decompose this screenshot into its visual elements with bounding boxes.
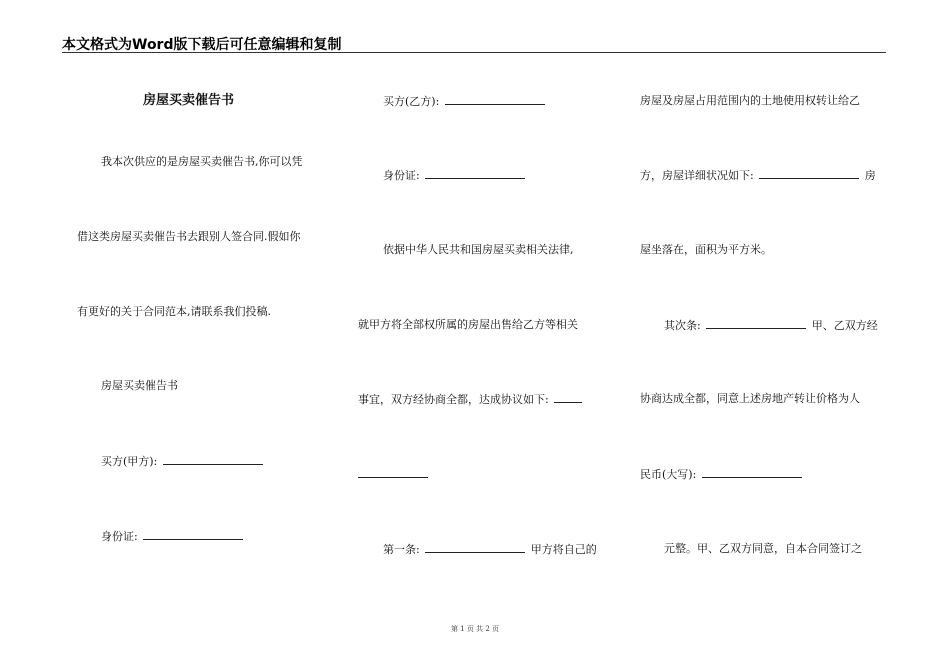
buyer-b-blank bbox=[445, 94, 545, 105]
para-line-2 bbox=[358, 392, 584, 406]
clause-1-label: 第一条: bbox=[383, 543, 420, 556]
document-header bbox=[62, 36, 886, 53]
id-b-field bbox=[383, 168, 527, 182]
col3-line-3: 屋坐落在，面积为平方米。 bbox=[640, 243, 772, 256]
clause-1-tail: 甲方将自己的 bbox=[530, 543, 597, 556]
clause-2-tail: 甲、乙双方经 bbox=[811, 319, 878, 332]
id-a-field bbox=[101, 529, 245, 543]
subtitle: 房屋买卖催告书 bbox=[101, 379, 178, 392]
id-b-blank bbox=[425, 168, 525, 179]
law-line: 依据中华人民共和国房屋买卖相关法律, bbox=[383, 243, 574, 256]
clause-2-label: 其次条: bbox=[664, 319, 701, 332]
agreement-blank-1 bbox=[554, 392, 582, 403]
clause-1 bbox=[383, 542, 597, 556]
id-a-label: 身份证: bbox=[101, 530, 138, 543]
price-label: 民币(大写): bbox=[640, 468, 697, 481]
price-blank bbox=[702, 467, 802, 478]
col3-line-2-tail: 房 bbox=[864, 169, 876, 182]
id-a-blank bbox=[143, 529, 243, 540]
para-line-1: 就甲方将全部权所属的房屋出售给乙方等相关 bbox=[358, 318, 578, 331]
col3-line-1: 房屋及房屋占用范围内的土地使用权转让给乙 bbox=[640, 94, 860, 107]
header-title: 本文格式为Word版下载后可任意编辑和复制 bbox=[62, 37, 342, 53]
buyer-a-field bbox=[101, 454, 265, 468]
page-footer: 第 1 页 共 2 页 bbox=[450, 625, 500, 633]
price-field bbox=[640, 467, 804, 481]
agreement-blank-2 bbox=[358, 467, 428, 478]
col3-line-2 bbox=[640, 168, 876, 182]
para-line-3 bbox=[358, 467, 430, 481]
intro-line-1: 我本次供应的是房屋买卖催告书,你可以凭 bbox=[101, 155, 303, 168]
col3-line-5: 协商达成全都，同意上述房地产转让价格为人 bbox=[640, 392, 860, 405]
clause-2 bbox=[664, 318, 878, 332]
id-b-label: 身份证: bbox=[383, 169, 420, 182]
buyer-a-label: 买方(甲方): bbox=[101, 455, 158, 468]
para-line-2-text: 事宜，双方经协商全都，达成协议如下: bbox=[358, 393, 549, 406]
clause-1-blank bbox=[425, 542, 525, 553]
buyer-b-label: 买方(乙方): bbox=[383, 95, 440, 108]
document-title: 房屋买卖催告书 bbox=[143, 93, 235, 108]
col3-line-7: 元整。甲、乙双方同意，自本合同签订之 bbox=[664, 542, 862, 555]
intro-line-2: 借这类房屋买卖催告书去跟别人签合同.假如你 bbox=[77, 230, 301, 243]
house-details-blank bbox=[759, 168, 859, 179]
intro-line-3: 有更好的关于合同范本,请联系我们投稿. bbox=[77, 305, 271, 318]
col3-line-2-text: 方，房屋详细状况如下: bbox=[640, 169, 754, 182]
clause-2-blank bbox=[706, 318, 806, 329]
buyer-b-field bbox=[383, 94, 547, 108]
buyer-a-blank bbox=[163, 454, 263, 465]
